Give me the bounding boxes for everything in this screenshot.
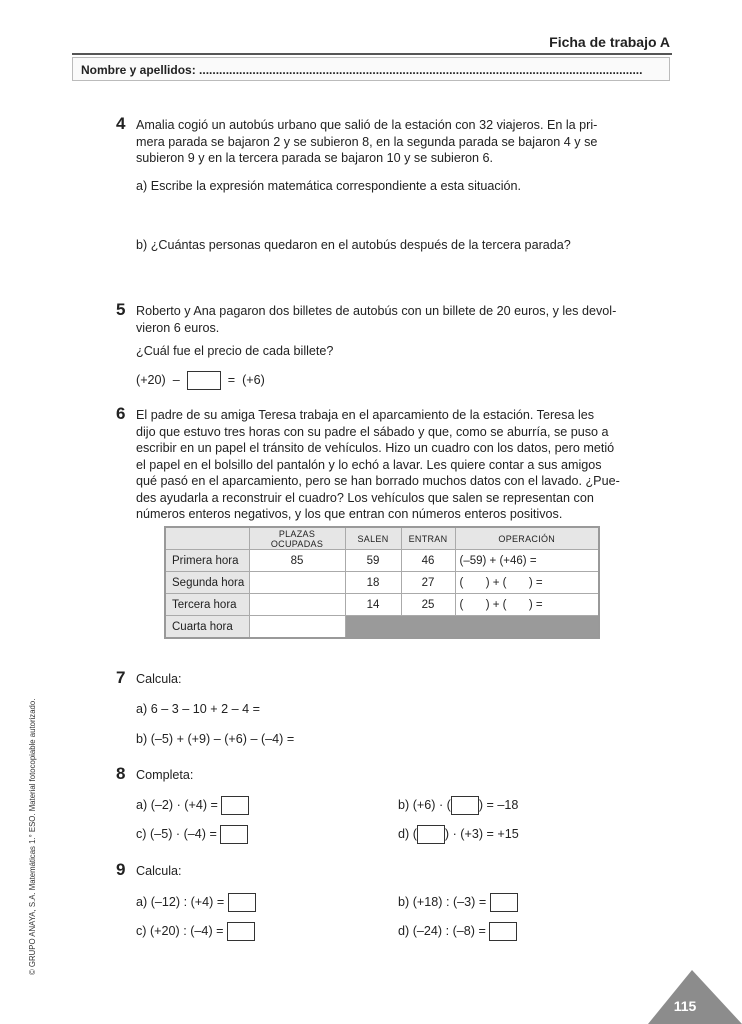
table-header-cell: PLAZAS OCUPADAS [249, 527, 345, 550]
plazas-cell[interactable]: 85 [249, 550, 345, 572]
answer-box[interactable] [228, 893, 256, 912]
header-rule [72, 53, 672, 55]
answer-box[interactable] [417, 825, 445, 844]
sheet-title: Ficha de trabajo A [549, 34, 670, 50]
question-7-title: Calcula: [136, 672, 182, 686]
text-line: Roberto y Ana pagaron dos billetes de autobús con un billete de 20 euros, y les devol- [136, 304, 617, 318]
table-row [165, 594, 599, 616]
text-line: números enteros negativos, y los que entran con números enteros positivos. [136, 507, 563, 521]
text-line: vieron 6 euros. [136, 320, 220, 335]
expression: a) (–12) : (+4) = [136, 894, 225, 909]
question-5-equation [136, 371, 265, 390]
question-6-text [136, 407, 628, 523]
question-5-prompt: ¿Cuál fue el precio de cada billete? [136, 344, 334, 358]
operation-cell[interactable]: ( ) + ( ) = [455, 594, 599, 616]
question-4a: a) Escribe la expresión matemática correspondiente a esta situación. [136, 179, 522, 193]
entran-cell: 25 [401, 594, 455, 616]
page-tab [648, 970, 742, 1024]
expression: d) (–24) : (–8) = [398, 923, 486, 938]
row-label: Segunda hora [165, 572, 249, 594]
question-8-title: Completa: [136, 768, 194, 782]
text-line: subieron 9 y en la tercera parada se bajaron 10 y se subieron 6. [136, 151, 494, 165]
table-row [165, 550, 599, 572]
text-line: qué pasó en el aparcamiento, pero se han borrado muchos datos con el lavado. ¿Pue- [136, 474, 620, 488]
answer-box[interactable] [227, 922, 255, 941]
page-number: 115 [673, 998, 697, 1014]
question-7b: b) (–5) + (+9) – (+6) – (–4) = [136, 732, 295, 746]
question-7-number: 7 [116, 668, 126, 687]
text-line: dijo que estuvo tres horas con su padre el sábado y que, como se aburría, se puso a [136, 424, 609, 439]
shaded-cell [345, 616, 599, 639]
plazas-cell[interactable] [249, 572, 345, 594]
text-line: mera parada se bajaron 2 y se subieron 8, en la segunda parada se bajaron 4 y se [136, 134, 598, 149]
text-line: el papel en el bolsillo del pantalón y lo echó a lavar. Les quiere contar a sus amigos [136, 457, 602, 472]
salen-cell: 59 [345, 550, 401, 572]
expression-start: b) (+6) · ( [398, 797, 451, 812]
text-line: Amalia cogió un autobús urbano que salió de la estación con 32 viajeros. En la pri- [136, 118, 598, 132]
expression: c) (–5) · (–4) = [136, 826, 217, 841]
table-header-cell: SALEN [345, 527, 401, 550]
question-9-title: Calcula: [136, 864, 182, 878]
question-7a: a) 6 – 3 – 10 + 2 – 4 = [136, 702, 260, 716]
question-9a [136, 893, 256, 912]
question-8b [398, 796, 518, 815]
text-line: des ayudarla a reconstruir el cuadro? Los vehículos que salen se representan con [136, 490, 594, 505]
entran-cell: 27 [401, 572, 455, 594]
copyright-note: © GRUPO ANAYA, S.A. Matemáticas 1.° ESO. Material fotocopiable autorizado. [28, 698, 37, 975]
table-header-row [165, 527, 599, 550]
table-row [165, 572, 599, 594]
question-4-number: 4 [116, 114, 126, 133]
row-label: Tercera hora [165, 594, 249, 616]
row-label: Primera hora [165, 550, 249, 572]
question-8-number: 8 [116, 764, 126, 783]
name-label: Nombre y apellidos: ..................................................................................................................................... [81, 63, 643, 77]
salen-cell: 18 [345, 572, 401, 594]
answer-box[interactable] [221, 796, 249, 815]
answer-box[interactable] [489, 922, 517, 941]
name-field-box[interactable] [72, 57, 670, 81]
question-8c [136, 825, 248, 844]
entran-cell: 46 [401, 550, 455, 572]
text-line: El padre de su amiga Teresa trabaja en el aparcamiento de la estación. Teresa les [136, 408, 595, 422]
expression-start: d) ( [398, 826, 417, 841]
expression: c) (+20) : (–4) = [136, 923, 224, 938]
question-9d [398, 922, 517, 941]
question-9-number: 9 [116, 860, 126, 879]
table-header-cell [165, 527, 249, 550]
answer-box[interactable] [187, 371, 221, 390]
question-5-number: 5 [116, 300, 126, 319]
plazas-cell[interactable] [249, 616, 345, 639]
salen-cell: 14 [345, 594, 401, 616]
plazas-cell[interactable] [249, 594, 345, 616]
operation-cell[interactable]: (–59) + (+46) = [455, 550, 599, 572]
table-row [165, 616, 599, 639]
table-header-cell: ENTRAN [401, 527, 455, 550]
text-line: escribir en un papel el tránsito de vehículos. Hizo un cuadro con los datos, pero metió [136, 441, 615, 455]
question-9b [398, 893, 518, 912]
question-8a [136, 796, 249, 815]
expression-end: ) = –18 [478, 797, 519, 812]
equation-right: = (+6) [227, 372, 265, 387]
parking-table [164, 526, 600, 639]
answer-box[interactable] [451, 796, 479, 815]
question-9c [136, 922, 255, 941]
question-6-number: 6 [116, 404, 126, 423]
expression: a) (–2) · (+4) = [136, 797, 218, 812]
expression-end: ) · (+3) = +15 [444, 826, 519, 841]
question-5-text [136, 303, 628, 336]
expression: b) (+18) : (–3) = [398, 894, 487, 909]
question-4b: b) ¿Cuántas personas quedaron en el autobús después de la tercera parada? [136, 238, 571, 252]
row-label: Cuarta hora [165, 616, 249, 639]
answer-box[interactable] [490, 893, 518, 912]
operation-cell[interactable]: ( ) + ( ) = [455, 572, 599, 594]
question-8d [398, 825, 519, 844]
table-header-cell: OPERACIÓN [455, 527, 599, 550]
question-4-text [136, 117, 628, 167]
equation-left: (+20) – [136, 372, 180, 387]
answer-box[interactable] [220, 825, 248, 844]
